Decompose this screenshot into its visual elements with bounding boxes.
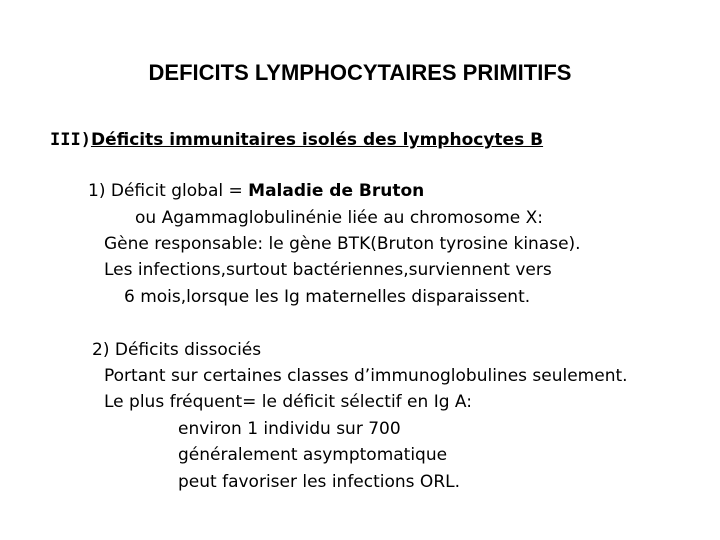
part1-line3: Gène responsable: le gène BTK(Bruton tyrosine kinase). <box>104 234 581 254</box>
part2-line5: généralement asymptomatique <box>178 445 448 465</box>
part2-line3: Le plus fréquent= le déficit sélectif en Ig A: <box>104 392 472 412</box>
section-heading-text: Déficits immunitaires isolés des lymphocytes B <box>90 130 544 150</box>
slide-title: DEFICITS LYMPHOCYTAIRES PRIMITIFS <box>148 60 572 85</box>
part2-line1: 2) Déficits dissociés <box>92 340 262 360</box>
part2-line6: peut favoriser les infections ORL. <box>178 472 461 492</box>
part2-line4: environ 1 individu sur 700 <box>178 419 401 439</box>
part1-line5: 6 mois,lorsque les Ig maternelles disparaissent. <box>124 287 531 307</box>
part1-line4: Les infections,surtout bactériennes,surviennent vers <box>104 260 552 280</box>
part1-intro-text: 1) Déficit global = <box>88 181 249 201</box>
part1-line2: ou Agammaglobulinénie liée au chromosome X: <box>135 208 543 228</box>
section-heading <box>50 130 543 150</box>
section-number: III) <box>50 130 91 150</box>
part1-intro <box>88 180 424 202</box>
part2-line2: Portant sur certaines classes d’immunoglobulines seulement. <box>104 366 628 386</box>
part1-disease-name: Maladie de Bruton <box>248 181 425 201</box>
